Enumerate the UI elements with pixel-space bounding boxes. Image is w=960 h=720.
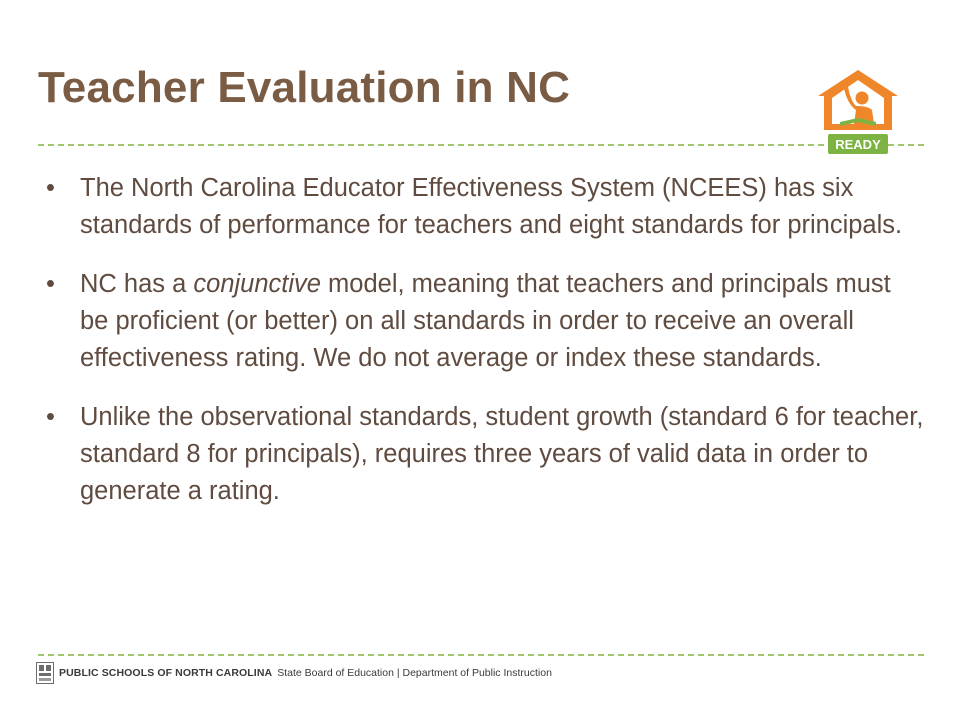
footer-org: PUBLIC SCHOOLS OF NORTH CAROLINA [59,667,273,679]
bullet-text: Unlike the observational standards, student growth (standard 6 for teacher, standard 8 for principals), requires three years of valid data in order to generate a rating. [80,403,924,505]
bullet-marker: • [46,270,55,298]
nc-seal-icon [36,662,54,684]
bullet-item-ncees [46,170,926,244]
ready-label: READY [835,137,881,152]
bullet-list [46,170,926,532]
bullet-marker: • [46,403,55,431]
bullet-text-after: model, meaning that teachers and principals must be proficient (or better) on all standards in order to receive an overall effectiveness rating. We do not average or index these standards. [80,270,891,372]
bullet-item-conjunctive [46,266,926,377]
ready-logo [816,68,900,160]
bullet-item-growth [46,399,926,510]
bullet-text-before: NC has a [80,270,194,298]
slide-title: Teacher Evaluation in NC [38,63,571,112]
top-dashed-divider [38,144,924,146]
bottom-dashed-divider [38,654,924,656]
bullet-emphasis: conjunctive [193,270,321,298]
footer [36,662,552,684]
footer-subtitle: State Board of Education | Department of Public Instruction [277,667,552,679]
ready-house-icon [818,70,898,130]
bullet-text: The North Carolina Educator Effectiveness System (NCEES) has six standards of performance for teachers and eight standards for principals. [80,174,903,239]
bullet-marker: • [46,174,55,202]
